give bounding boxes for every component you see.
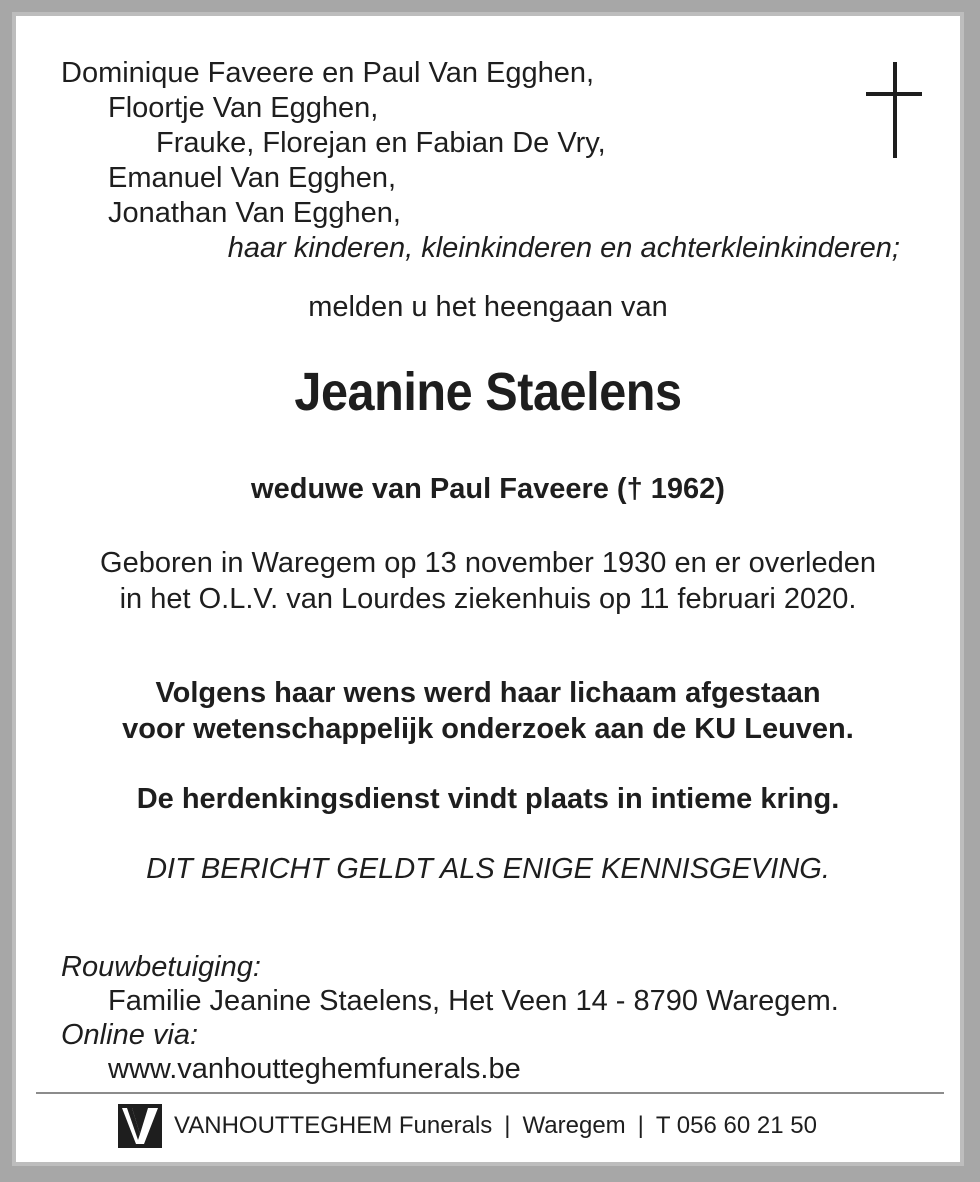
condolences-address: Familie Jeanine Staelens, Het Veen 14 - 8790 Waregem. bbox=[108, 985, 839, 1017]
footer-city: Waregem bbox=[522, 1112, 626, 1139]
v-logo-icon bbox=[118, 1104, 162, 1148]
latin-cross-icon bbox=[866, 62, 926, 162]
family-line-2: Floortje Van Egghen, bbox=[108, 92, 379, 124]
announcement-text: melden u het heengaan van bbox=[308, 291, 668, 323]
footer-phone[interactable]: T 056 60 21 50 bbox=[655, 1112, 817, 1139]
online-label: Online via: bbox=[61, 1019, 199, 1051]
family-line-4: Emanuel Van Egghen, bbox=[108, 162, 397, 194]
family-relation: haar kinderen, kleinkinderen en achterkleinkinderen; bbox=[227, 232, 900, 264]
footer bbox=[118, 1104, 817, 1148]
service-text: De herdenkingsdienst vindt plaats in intieme kring. bbox=[136, 783, 840, 815]
footer-separator: | bbox=[504, 1112, 511, 1139]
birth-death-line-1: Geboren in Waregem op 13 november 1930 en er overleden bbox=[100, 547, 876, 579]
wish-line-2: voor wetenschappelijk onderzoek aan de KU Leuven. bbox=[122, 713, 854, 745]
family-line-1: Dominique Faveere en Paul Van Egghen, bbox=[61, 57, 595, 89]
deceased-name: Jeanine Staelens bbox=[294, 362, 682, 422]
obituary-card bbox=[12, 12, 964, 1166]
footer-company: VANHOUTTEGHEM Funerals bbox=[174, 1112, 493, 1139]
website-link[interactable]: www.vanhoutteghemfunerals.be bbox=[108, 1053, 521, 1085]
wish-line-1: Volgens haar wens werd haar lichaam afgestaan bbox=[155, 677, 821, 709]
footer-divider bbox=[36, 1092, 944, 1094]
widow-line: weduwe van Paul Faveere († 1962) bbox=[251, 473, 725, 505]
footer-separator: | bbox=[637, 1112, 644, 1139]
birth-death-line-2: in het O.L.V. van Lourdes ziekenhuis op 11 februari 2020. bbox=[119, 583, 857, 615]
notice-text: DIT BERICHT GELDT ALS ENIGE KENNISGEVING. bbox=[146, 853, 830, 885]
family-line-5: Jonathan Van Egghen, bbox=[108, 197, 401, 229]
family-line-3: Frauke, Florejan en Fabian De Vry, bbox=[156, 127, 606, 159]
condolences-label: Rouwbetuiging: bbox=[61, 951, 261, 983]
